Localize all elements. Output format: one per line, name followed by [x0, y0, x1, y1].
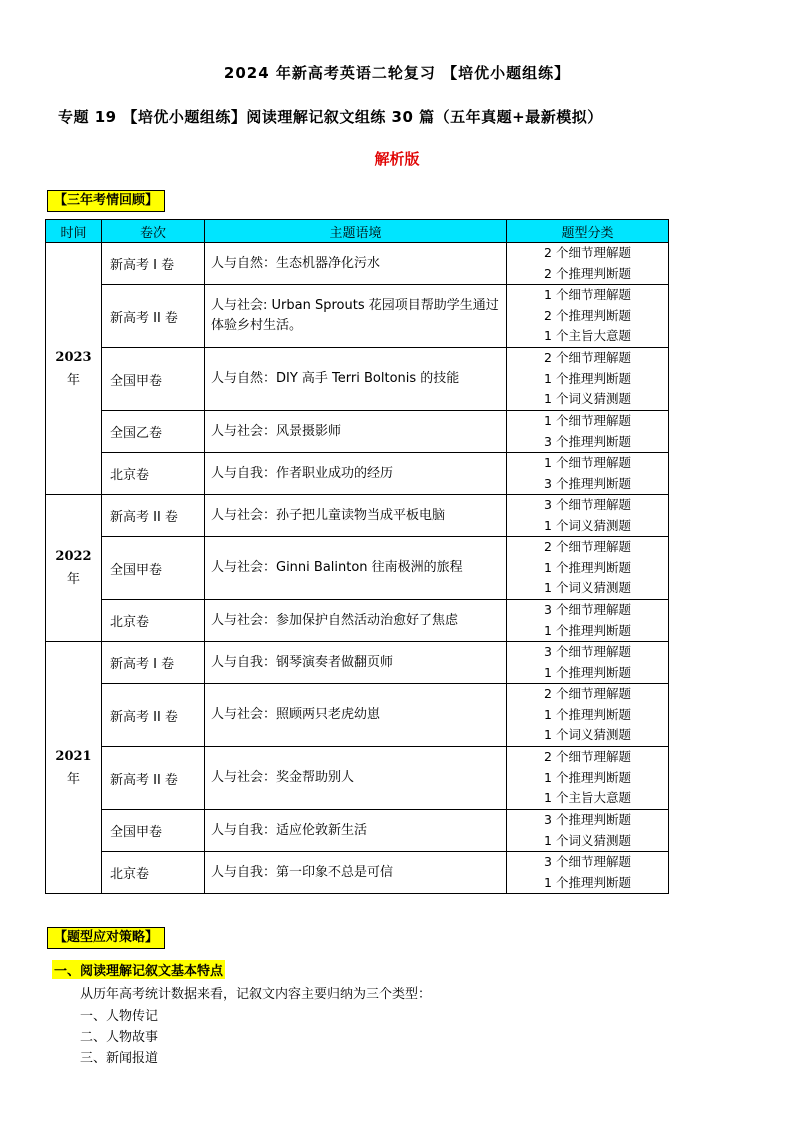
document-title: 2024 年新高考英语二轮复习 【培优小题组练】	[223, 64, 571, 82]
question-type-item: 3 个细节理解题	[544, 497, 631, 512]
paper-cell: 全国甲卷	[102, 348, 205, 411]
paper-cell: 北京卷	[102, 852, 205, 894]
question-type-item: 1 个推理判断题	[544, 559, 631, 575]
table-row	[46, 537, 669, 600]
section-tag-review: 【三年考情回顾】	[47, 190, 165, 212]
table-row	[46, 810, 669, 852]
question-type-item: 3 个细节理解题	[544, 602, 631, 617]
table-row	[46, 243, 669, 285]
edition-label: 解析版	[374, 150, 420, 168]
header-paper: 卷次	[102, 220, 205, 243]
paper-cell: 新高考 II 卷	[102, 495, 205, 537]
question-type-item: 1 个推理判断题	[544, 370, 631, 386]
question-type-item: 2 个细节理解题	[544, 350, 631, 366]
paper-cell: 全国甲卷	[102, 537, 205, 600]
paper-cell: 全国甲卷	[102, 810, 205, 852]
question-type-item: 1 个推理判断题	[544, 706, 631, 722]
table-row	[46, 453, 669, 495]
year-unit: 年	[66, 372, 80, 388]
question-type-item: 1 个推理判断题	[544, 664, 631, 680]
table-row	[46, 642, 669, 684]
paper-cell: 新高考 II 卷	[102, 285, 205, 348]
theme-cell: 人与自然：DIY 高手 Terri Boltonis 的技能	[205, 348, 507, 411]
theme-cell: 人与社会：奖金帮助别人	[205, 747, 507, 810]
question-type-cell	[507, 810, 669, 852]
question-type-item: 3 个推理判断题	[544, 475, 631, 491]
question-type-item: 1 个推理判断题	[544, 874, 631, 890]
paper-cell: 新高考 I 卷	[102, 243, 205, 285]
theme-cell: 人与社会：风景摄影师	[205, 411, 507, 453]
question-type-item: 1 个推理判断题	[544, 622, 631, 638]
question-type-item: 2 个推理判断题	[544, 307, 631, 323]
table-row	[46, 852, 669, 894]
theme-cell: 人与社会：孙子把儿童读物当成平板电脑	[205, 495, 507, 537]
year-unit: 年	[66, 572, 80, 587]
table-row	[46, 411, 669, 453]
question-type-item: 1 个词义猜测题	[544, 391, 631, 407]
question-type-item: 3 个推理判断题	[544, 433, 631, 449]
theme-cell: 人与社会：照顾两只老虎幼崽	[205, 684, 507, 747]
question-type-item: 1 个词义猜测题	[544, 580, 631, 596]
theme-cell: 人与自我：钢琴演奏者做翻页师	[205, 642, 507, 684]
year-number: 2023	[55, 349, 92, 365]
theme-cell: 人与自然：生态机器净化污水	[205, 243, 507, 285]
theme-cell: 人与社会: Urban Sprouts 花园项目帮助学生通过体验乡村生活。	[205, 285, 507, 348]
list-item: 三、新闻报道	[80, 1051, 159, 1066]
list-item: 一、人物传记	[80, 1009, 159, 1024]
document-subtitle: 专题 19 【培优小题组练】阅读理解记叙文组练 30 篇（五年真题+最新模拟）	[58, 108, 603, 126]
year-cell	[46, 495, 102, 642]
question-type-cell	[507, 684, 669, 747]
question-type-item: 1 个主旨大意题	[544, 790, 631, 806]
theme-cell: 人与社会：参加保护自然活动治愈好了焦虑	[205, 600, 507, 642]
strategy-heading: 一、阅读理解记叙文基本特点	[52, 960, 225, 979]
theme-cell: 人与自我：作者职业成功的经历	[205, 453, 507, 495]
question-type-item: 1 个细节理解题	[544, 287, 631, 303]
theme-cell: 人与社会：Ginni Balinton 往南极洲的旅程	[205, 537, 507, 600]
table-row	[46, 495, 669, 537]
section-tag-strategy: 【题型应对策略】	[47, 927, 165, 949]
question-type-item: 2 个细节理解题	[544, 686, 631, 702]
question-type-cell	[507, 411, 669, 453]
question-type-cell	[507, 285, 669, 348]
question-type-item: 3 个细节理解题	[544, 644, 631, 659]
year-unit: 年	[66, 771, 80, 787]
paper-cell: 新高考 I 卷	[102, 642, 205, 684]
intro-text: 从历年高考统计数据来看，记叙文内容主要归纳为三个类型：	[80, 987, 432, 1002]
question-type-cell	[507, 453, 669, 495]
question-type-cell	[507, 243, 669, 285]
question-type-item: 1 个词义猜测题	[544, 517, 631, 533]
year-number: 2021	[55, 748, 92, 764]
table-row	[46, 684, 669, 747]
paper-cell: 全国乙卷	[102, 411, 205, 453]
year-cell	[46, 642, 102, 894]
year-number: 2022	[55, 549, 92, 564]
question-type-item: 1 个词义猜测题	[544, 727, 631, 743]
question-type-item: 2 个推理判断题	[544, 265, 631, 281]
question-type-item: 1 个推理判断题	[544, 769, 631, 785]
table-row	[46, 600, 669, 642]
question-type-cell	[507, 537, 669, 600]
paper-cell: 北京卷	[102, 600, 205, 642]
table-row	[46, 348, 669, 411]
year-cell	[46, 243, 102, 495]
question-type-item: 2 个细节理解题	[544, 539, 631, 555]
question-type-item: 1 个词义猜测题	[544, 832, 631, 848]
paper-cell: 新高考 II 卷	[102, 684, 205, 747]
header-theme: 主题语境	[205, 220, 507, 243]
question-type-item: 1 个细节理解题	[544, 455, 631, 470]
table-header-row	[46, 220, 669, 243]
question-type-item: 3 个推理判断题	[544, 812, 631, 827]
paper-cell: 新高考 II 卷	[102, 747, 205, 810]
question-type-cell	[507, 348, 669, 411]
exam-review-table	[45, 219, 669, 894]
theme-cell: 人与自我：第一印象不总是可信	[205, 852, 507, 894]
table-body	[46, 243, 669, 894]
question-type-cell	[507, 852, 669, 894]
question-type-cell	[507, 642, 669, 684]
paper-cell: 北京卷	[102, 453, 205, 495]
table-row	[46, 747, 669, 810]
theme-cell: 人与自我：适应伦敦新生活	[205, 810, 507, 852]
question-type-cell	[507, 747, 669, 810]
question-type-item: 2 个细节理解题	[544, 245, 631, 260]
question-type-item: 1 个细节理解题	[544, 413, 631, 428]
header-time: 时间	[46, 220, 102, 243]
question-type-cell	[507, 600, 669, 642]
question-type-item: 3 个细节理解题	[544, 854, 631, 869]
question-type-item: 2 个细节理解题	[544, 749, 631, 765]
table-row	[46, 285, 669, 348]
question-type-item: 1 个主旨大意题	[544, 328, 631, 344]
list-item: 二、人物故事	[80, 1030, 159, 1045]
header-question-type: 题型分类	[507, 220, 669, 243]
question-type-cell	[507, 495, 669, 537]
